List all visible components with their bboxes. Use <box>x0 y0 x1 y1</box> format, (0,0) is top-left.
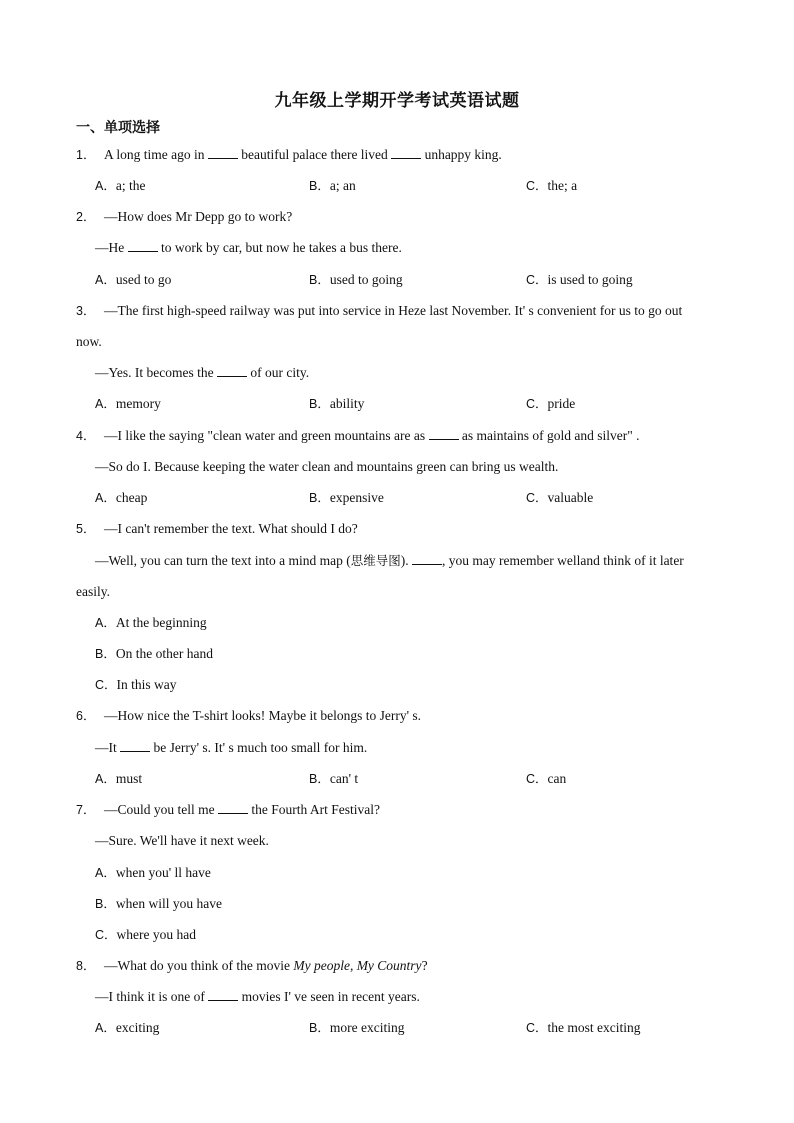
question-1-stem <box>76 146 746 164</box>
question-5-response-continued <box>76 583 746 601</box>
option-b[interactable]: B ． a; an <box>309 177 356 195</box>
question-4-response <box>95 458 765 476</box>
section-heading: 一、单项选择 <box>76 120 160 136</box>
question-number: 6． <box>76 709 96 723</box>
answer-blank <box>412 552 442 565</box>
stem-text: unhappy king. <box>421 147 502 162</box>
stem-text: —How nice the T-shirt looks! Maybe it belongs to Jerry' s. <box>104 708 422 723</box>
answer-blank <box>128 239 158 252</box>
stem-text: to work by car, but now he takes a bus there. <box>157 240 402 255</box>
stem-text: beautiful palace there lived <box>237 147 392 162</box>
question-8-response <box>95 988 765 1006</box>
stem-text: movies I' ve seen in recent years. <box>238 989 420 1004</box>
stem-text: be Jerry' s. It' s much too small for him. <box>150 740 368 755</box>
question-7-response <box>95 832 765 850</box>
option-a[interactable]: A ． memory <box>95 395 161 413</box>
stem-text: —Sure. We'll have it next week. <box>95 833 269 848</box>
option-b[interactable]: B ． expensive <box>309 489 384 507</box>
stem-text: —Well, you can turn the text into a mind map ( <box>95 553 351 568</box>
question-5-option-a[interactable]: A ． At the beginning <box>95 614 765 632</box>
question-number: 4． <box>76 429 96 443</box>
option-a[interactable]: A ． cheap <box>95 489 147 507</box>
stem-text: as maintains of gold and silver" . <box>458 428 640 443</box>
question-1-options <box>95 177 745 195</box>
question-7-stem <box>76 801 746 819</box>
question-5-response <box>95 552 765 570</box>
question-number: 3． <box>76 304 96 318</box>
stem-text: —I can't remember the text. What should I do? <box>104 521 358 536</box>
answer-blank <box>217 364 247 377</box>
answer-blank <box>120 739 150 752</box>
question-3-stem <box>76 302 746 320</box>
stem-text: —I like the saying "clean water and green mountains are as <box>104 428 429 443</box>
question-4-options <box>95 489 745 507</box>
stem-text: —Could you tell me <box>104 802 218 817</box>
option-a[interactable]: A ． must <box>95 770 142 788</box>
question-4-stem <box>76 427 746 445</box>
option-c[interactable]: C ． valuable <box>526 489 593 507</box>
question-7-option-a[interactable]: A ． when you' ll have <box>95 864 765 882</box>
stem-text: —Yes. It becomes the <box>95 365 217 380</box>
question-8-options <box>95 1019 745 1037</box>
question-2-options <box>95 271 745 289</box>
option-c[interactable]: C ． the most exciting <box>526 1019 641 1037</box>
question-number: 8． <box>76 959 96 973</box>
question-number: 7． <box>76 803 96 817</box>
question-8-stem <box>76 957 746 975</box>
stem-text: —What do you think of the movie <box>104 958 294 973</box>
stem-text: , you may remember welland think of it later <box>442 553 684 568</box>
option-c[interactable]: C ． pride <box>526 395 575 413</box>
option-a[interactable]: A ． exciting <box>95 1019 159 1037</box>
question-number: 2． <box>76 210 96 224</box>
stem-text: the Fourth Art Festival? <box>248 802 380 817</box>
question-3-options <box>95 395 745 413</box>
question-3-stem-continued <box>76 333 746 351</box>
stem-text: —I think it is one of <box>95 989 209 1004</box>
stem-text: —He <box>95 240 128 255</box>
question-2-response <box>95 239 765 257</box>
answer-blank <box>429 427 459 440</box>
question-6-response <box>95 739 765 757</box>
option-b[interactable]: B ． ability <box>309 395 364 413</box>
option-b[interactable]: B ． used to going <box>309 271 403 289</box>
option-c[interactable]: C ． the; a <box>526 177 577 195</box>
stem-text: of our city. <box>247 365 310 380</box>
answer-blank <box>391 146 421 159</box>
option-a[interactable]: A ． used to go <box>95 271 171 289</box>
stem-text: now. <box>76 334 102 349</box>
question-7-option-b[interactable]: B ． when will you have <box>95 895 765 913</box>
question-7-option-c[interactable]: C ． where you had <box>95 926 765 944</box>
question-6-options <box>95 770 745 788</box>
option-b[interactable]: B ． more exciting <box>309 1019 404 1037</box>
stem-text: A long time ago in <box>104 147 208 162</box>
stem-text: ). <box>400 553 412 568</box>
option-c[interactable]: C ． is used to going <box>526 271 633 289</box>
answer-blank <box>208 988 238 1001</box>
stem-text: —So do I. Because keeping the water clean and mountains green can bring us wealth. <box>95 459 559 474</box>
question-6-stem <box>76 707 746 725</box>
stem-text: ? <box>421 958 428 973</box>
question-3-response <box>95 364 765 382</box>
answer-blank <box>208 146 238 159</box>
question-5-stem <box>76 520 746 538</box>
stem-text: easily. <box>76 584 110 599</box>
question-5-option-b[interactable]: B ． On the other hand <box>95 645 765 663</box>
stem-text: —It <box>95 740 121 755</box>
question-number: 1． <box>76 148 96 162</box>
stem-text: —The first high-speed railway was put into service in Heze last November. It' s convenient for us to go out <box>104 303 683 318</box>
page-title: 九年级上学期开学考试英语试题 <box>274 91 520 111</box>
stem-text: —How does Mr Depp go to work? <box>104 209 293 224</box>
option-c[interactable]: C ． can <box>526 770 566 788</box>
question-5-option-c[interactable]: C ． In this way <box>95 676 765 694</box>
question-2-stem <box>76 208 746 226</box>
movie-title: My people, My Country <box>293 958 422 973</box>
question-number: 5． <box>76 522 96 536</box>
answer-blank <box>218 801 248 814</box>
option-a[interactable]: A ． a; the <box>95 177 145 195</box>
option-b[interactable]: B ． can' t <box>309 770 358 788</box>
stem-text-cjk: 思维导图 <box>350 553 401 568</box>
